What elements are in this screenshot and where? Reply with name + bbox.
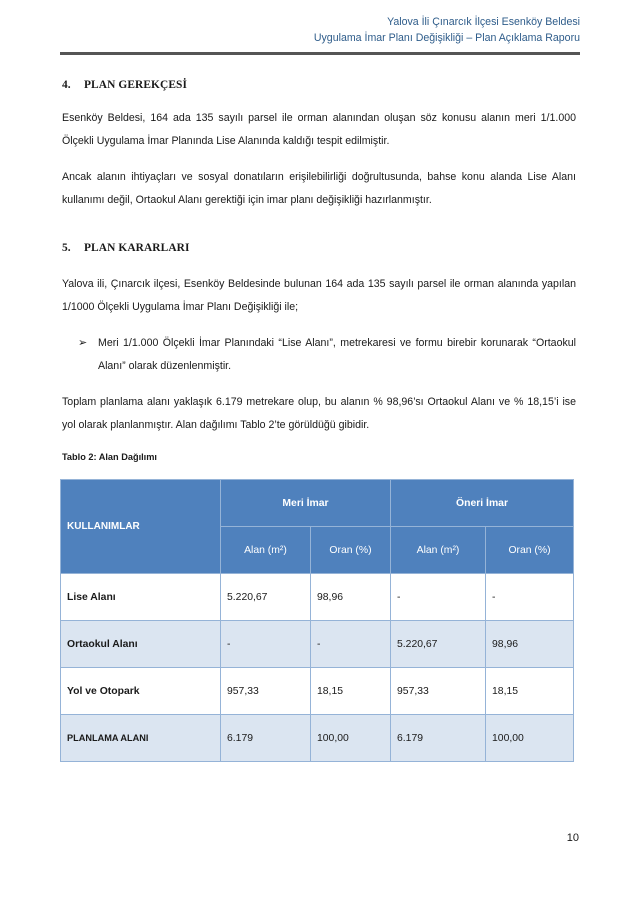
- section-4-title: PLAN GEREKÇESİ: [84, 79, 187, 91]
- table-cell: -: [221, 621, 311, 668]
- subheader-oneri-ratio: Oran (%): [486, 527, 574, 574]
- header-line-1: Yalova İli Çınarcık İlçesi Esenköy Beldesi: [387, 16, 580, 28]
- table-cell: 100,00: [311, 715, 391, 762]
- table-cell: -: [391, 574, 486, 621]
- table-cell: 5.220,67: [221, 574, 311, 621]
- table-cell: 18,15: [311, 668, 391, 715]
- table-cell: 100,00: [486, 715, 574, 762]
- section-4-paragraph-1: Esenköy Beldesi, 164 ada 135 sayılı parsel ile orman alanından oluşan söz konusu alanın meri 1/1.000 Ölçekli Uygulama İmar Planında Lise Alanında kaldığı tespit edilmiştir.: [62, 112, 576, 147]
- subheader-oneri-area: Alan (m²): [391, 527, 486, 574]
- table-cell: 98,96: [486, 621, 574, 668]
- table-cell: 6.179: [221, 715, 311, 762]
- table-cell: 5.220,67: [391, 621, 486, 668]
- table-cell: 6.179: [391, 715, 486, 762]
- bullet-text: Meri 1/1.000 Ölçekli İmar Planındaki “Lise Alanı”, metrekaresi ve formu birebir korunarak “Ortaokul Alanı” olarak düzenlenmiştir.: [98, 337, 576, 372]
- page-number: 10: [566, 832, 579, 844]
- subheader-meri-area: Alan (m²): [221, 527, 311, 574]
- table-cell: 98,96: [311, 574, 391, 621]
- header-divider: [60, 52, 580, 55]
- column-group-oneri: Öneri İmar: [391, 480, 574, 527]
- table-cell: 18,15: [486, 668, 574, 715]
- section-5-paragraph-2: Toplam planlama alanı yaklaşık 6.179 metrekare olup, bu alanın % 98,96’sı Ortaokul Alanı ve % 18,15’i ise yol olarak planlanmıştır. Alan dağılımı Tablo 2’te görüldüğü gibidir.: [62, 396, 576, 431]
- table-row: [61, 668, 574, 715]
- section-5-heading: [62, 242, 190, 254]
- table-row: [61, 574, 574, 621]
- column-header-usage: KULLANIMLAR: [61, 480, 221, 574]
- table-row: [61, 621, 574, 668]
- table-row-total: [61, 715, 574, 762]
- table-header-row: [61, 480, 574, 527]
- header-line-2: Uygulama İmar Planı Değişikliği – Plan Açıklama Raporu: [313, 32, 580, 44]
- row-label: Ortaokul Alanı: [61, 621, 221, 668]
- section-5-paragraph-1: Yalova ili, Çınarcık ilçesi, Esenköy Beldesinde bulunan 164 ada 135 sayılı parsel ile orman alanında yapılan 1/1000 Ölçekli Uygulama İmar Planı Değişikliği ile;: [62, 278, 576, 313]
- section-5-number: 5.: [62, 242, 71, 254]
- table-cell: -: [311, 621, 391, 668]
- bullet-item: [78, 332, 576, 377]
- row-label: Lise Alanı: [61, 574, 221, 621]
- table-cell: 957,33: [391, 668, 486, 715]
- row-label: PLANLAMA ALANI: [61, 715, 221, 762]
- table-cell: -: [486, 574, 574, 621]
- row-label: Yol ve Otopark: [61, 668, 221, 715]
- running-header: [314, 14, 580, 46]
- section-4-heading: [62, 79, 187, 91]
- area-distribution-table: [60, 479, 574, 762]
- table-caption: Tablo 2: Alan Dağılımı: [62, 452, 157, 462]
- subheader-meri-ratio: Oran (%): [311, 527, 391, 574]
- section-5-title: PLAN KARARLARI: [84, 242, 190, 254]
- column-group-meri: Meri İmar: [221, 480, 391, 527]
- table-cell: 957,33: [221, 668, 311, 715]
- section-4-paragraph-2: Ancak alanın ihtiyaçları ve sosyal donatıların erişilebilirliği doğrultusunda, bahse konu alanda Lise Alanı kullanımı değil, Ortaokul Alanı gerektiği için imar planı değişikliği hazırlanmıştır.: [62, 171, 576, 206]
- section-4-number: 4.: [62, 79, 71, 91]
- bullet-arrow-icon: ➢: [78, 337, 88, 349]
